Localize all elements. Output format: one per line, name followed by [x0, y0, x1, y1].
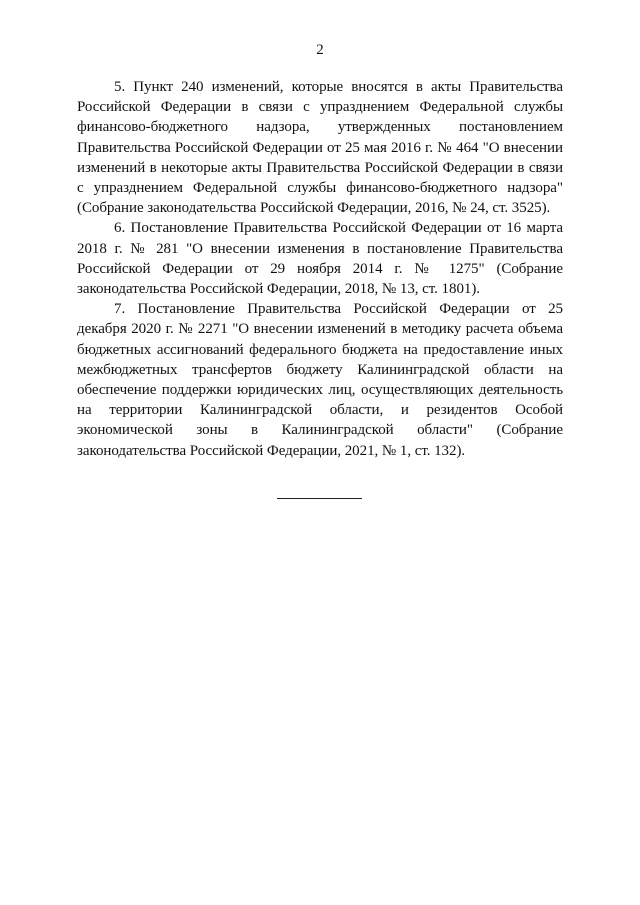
paragraph-item-7: 7. Постановление Правительства Российской Федерации от 25 декабря 2020 г. № 2271 "О внесении изменений в методику расчета объема бюджетных ассигнований федерального бюджета на предоставление иных межбюджетных трансфертов бюджету Калининградской области на обеспечение поддержки юридических лиц, осуществляющих деятельность на территории Калининградской области, и резидентов Особой экономической зоны в Калининградской области" (Собрание законодательства Российской Федерации, 2021, № 1, ст. 132). [77, 301, 563, 459]
document-body [77, 77, 563, 461]
paragraph-item-6: 6. Постановление Правительства Российской Федерации от 16 марта 2018 г. № 281 "О внесении изменения в постановление Правительства Российской Федерации от 29 ноября 2014 г. № 1275" (Собрание законодательства Российской Федерации, 2018, № 13, ст. 1801). [77, 220, 563, 298]
end-of-document-rule [277, 498, 362, 499]
page-number: 2 [316, 42, 324, 58]
paragraph-item-5: 5. Пункт 240 изменений, которые вносятся в акты Правительства Российской Федерации в связи с упразднением Федеральной службы финансово-бюджетного надзора, утвержденных постановлением Правительства Российской Федерации от 25 мая 2016 г. № 464 "О внесении изменений в некоторые акты Правительства Российской Федерации в связи с упразднением Федеральной службы финансово-бюджетного надзора" (Собрание законодательства Российской Федерации, 2016, № 24, ст. 3525). [77, 79, 563, 217]
